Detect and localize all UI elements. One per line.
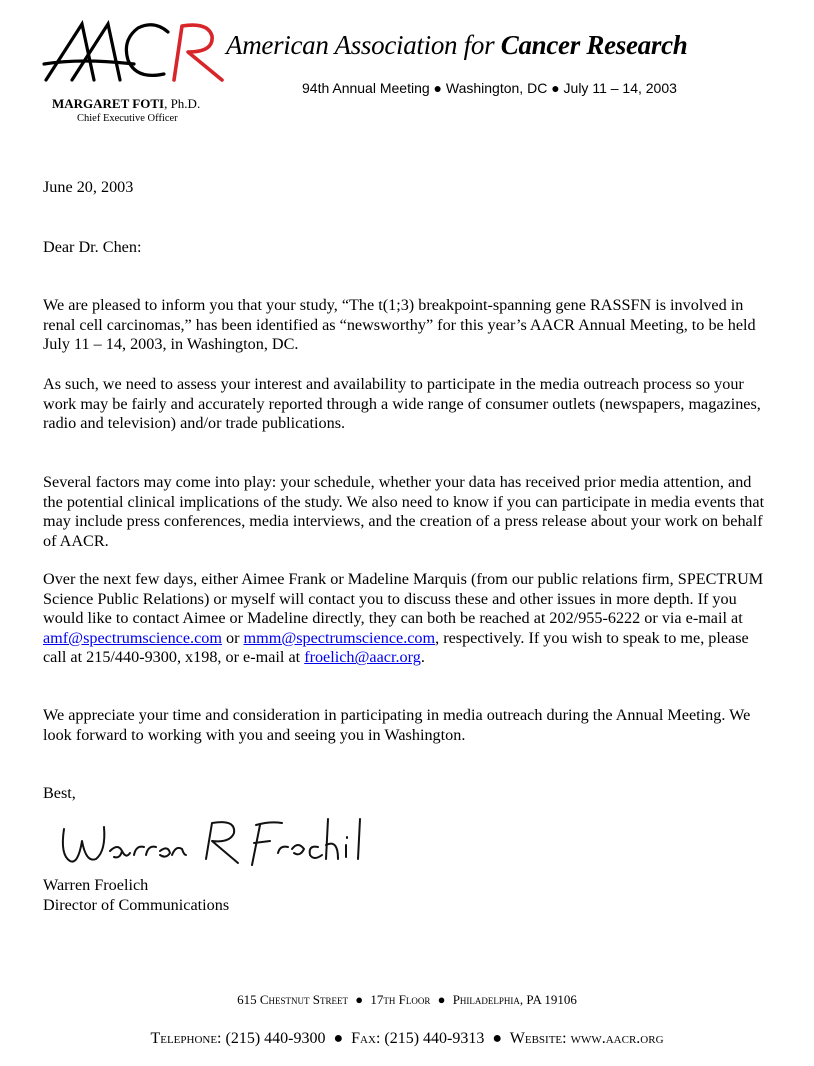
signer-title: Director of Communications (43, 896, 230, 914)
fax-number: (215) 440-9313 (384, 1030, 485, 1047)
paragraph-3-text: Several factors may come into play: your schedule, whether your data has received prior media attention, and the potential clinical implications of the study. We also need to know if you can participate in media events that may include press conferences, media interviews, and the creation of a press release about your work on behalf of AACR. (43, 473, 765, 550)
paragraph-3 (43, 473, 771, 551)
website-label: Website: (509, 1030, 567, 1047)
paragraph-5 (43, 706, 771, 745)
organization-name-part2: Cancer Research (500, 30, 688, 60)
paragraph-1 (43, 296, 771, 355)
paragraph-4-part-a: Over the next few days, either Aimee Frank or Madeline Marquis (from our public relations firm, SPECTRUM Science Public Relations) or myself will contact you to discuss these and other issues in more depth. If you would like to contact Aimee or Madeline directly, they can both be reached at 202/955-6222 or via e-mail at (43, 570, 764, 628)
ceo-title: Chief Executive Officer (77, 113, 178, 124)
paragraph-2 (43, 375, 771, 434)
paragraph-4-text (43, 570, 771, 668)
aacr-logo (42, 18, 224, 86)
telephone-number: (215) 440-9300 (225, 1030, 326, 1047)
footer-address (0, 992, 814, 1008)
footer-floor: 17th Floor (370, 992, 431, 1007)
fax-label: Fax: (351, 1030, 381, 1047)
email-link-amf[interactable]: amf@spectrumscience.com (43, 628, 222, 647)
website-url[interactable]: www.aacr.org (570, 1030, 664, 1047)
email-link-mmm[interactable]: mmm@spectrumscience.com (243, 628, 436, 647)
separator-bullet: ● (355, 992, 364, 1007)
ceo-name-bold: MARGARET FOTI (52, 96, 165, 111)
annual-meeting-line: 94th Annual Meeting ● Washington, DC ● July 11 – 14, 2003 (302, 80, 677, 96)
paragraph-4-part-c: , respectively. If you wish to speak to me, please call at 215/440-9300, x198, or e-mail at (43, 628, 749, 667)
separator-bullet: ● (492, 1030, 503, 1047)
paragraph-5-text: We appreciate your time and consideration in participating in media outreach during the Annual Meeting. We look forward to working with you and seeing you in Washington. (43, 706, 751, 744)
handwritten-signature (56, 815, 386, 877)
salutation: Dear Dr. Chen: (43, 238, 142, 256)
footer-street: 615 Chestnut Street (237, 992, 348, 1007)
paragraph-4 (43, 570, 771, 668)
organization-name (226, 30, 688, 61)
paragraph-4-part-b: or (221, 628, 244, 647)
separator-bullet: ● (333, 1030, 344, 1047)
footer-contact (0, 1030, 814, 1048)
separator-bullet: ● (437, 992, 446, 1007)
letter-date: June 20, 2003 (43, 178, 134, 196)
paragraph-4-part-d: . (420, 648, 425, 667)
signer-name: Warren Froelich (43, 876, 149, 894)
paragraph-1-text: We are pleased to inform you that your study, “The t(1;3) breakpoint-spanning gene RASSFN is involved in renal cell carcinomas,” has been identified as “newsworthy” for this year’s AACR Annual Meeting, to be held July 11 – 14, 2003, in Washington, DC. (43, 296, 756, 354)
email-link-froelich[interactable]: froelich@aacr.org (304, 648, 421, 667)
ceo-degree: , Ph.D. (164, 96, 201, 111)
telephone-label: Telephone: (150, 1030, 222, 1047)
paragraph-2-text: As such, we need to assess your interest and availability to participate in the media outreach process so your work may be fairly and accurately reported through a wide range of consumer outlets (newspapers, magazines, radio and television) and/or trade publications. (43, 375, 761, 433)
ceo-name (52, 96, 200, 112)
organization-name-part1: American Association for (226, 30, 501, 60)
footer-city: Philadelphia, PA 19106 (452, 992, 577, 1007)
closing: Best, (43, 784, 76, 802)
